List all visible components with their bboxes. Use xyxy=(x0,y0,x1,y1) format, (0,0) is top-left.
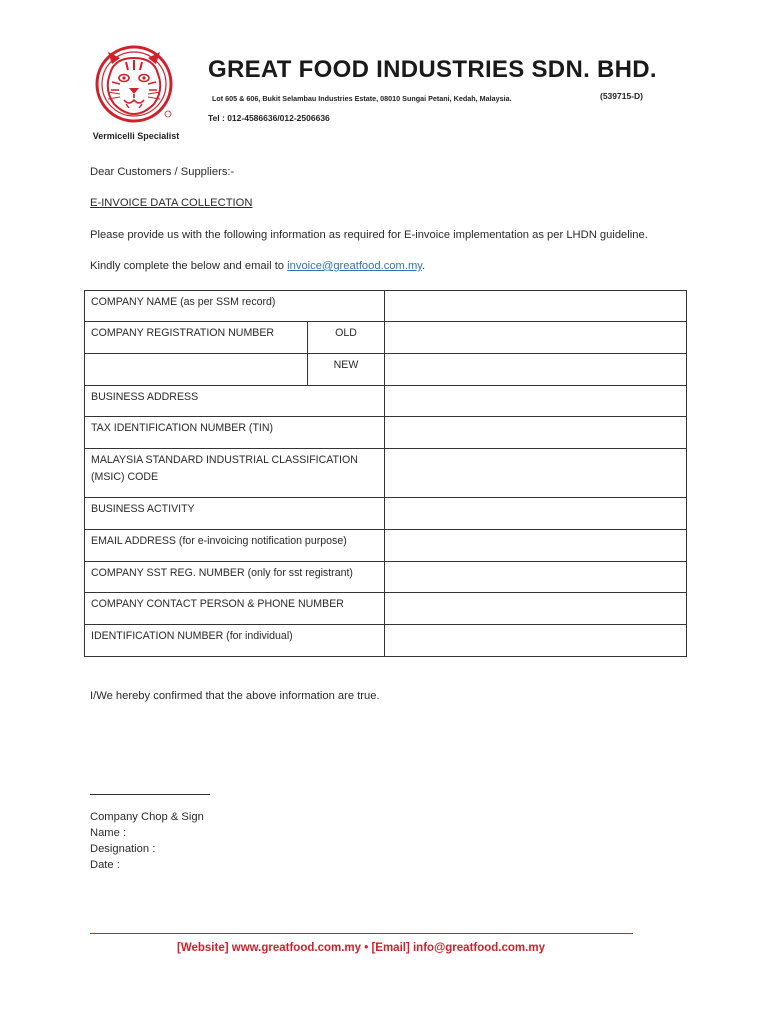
tin-input[interactable] xyxy=(385,417,687,449)
old-reg-input[interactable] xyxy=(385,322,687,354)
company-address: Lot 605 & 606, Bukit Selambau Industries Estate, 08010 Sungai Petani, Kedah, Malaysia. xyxy=(212,94,512,103)
logo-tagline: Vermicelli Specialist xyxy=(92,131,180,141)
company-name-input[interactable] xyxy=(385,291,687,322)
chop-sign-label: Company Chop & Sign xyxy=(90,811,204,823)
email-address-input[interactable] xyxy=(385,530,687,562)
new-reg-input[interactable] xyxy=(385,354,687,386)
company-reg-label: COMPANY REGISTRATION NUMBER xyxy=(85,322,308,354)
table-row xyxy=(85,291,687,322)
company-registration: (539715-D) xyxy=(600,91,643,101)
footer-contact: [Website] www.greatfood.com.my • [Email] info@greatfood.com.my xyxy=(177,942,545,954)
table-row xyxy=(85,530,687,562)
name-label: Name : xyxy=(90,827,127,839)
designation-label: Designation : xyxy=(90,843,156,855)
contact-person-label: COMPANY CONTACT PERSON & PHONE NUMBER xyxy=(85,593,385,625)
sst-label: COMPANY SST REG. NUMBER (only for sst registrant) xyxy=(85,562,385,593)
table-row xyxy=(85,593,687,625)
confirmation-statement: I/We hereby confirmed that the above information are true. xyxy=(90,690,380,702)
greeting: Dear Customers / Suppliers:- xyxy=(90,166,235,178)
msic-input[interactable] xyxy=(385,449,687,498)
id-number-label: IDENTIFICATION NUMBER (for individual) xyxy=(85,625,385,657)
e-invoice-form-table xyxy=(84,290,687,657)
business-activity-input[interactable] xyxy=(385,498,687,530)
table-row xyxy=(85,449,687,498)
email-instruction-prefix: Kindly complete the below and email to xyxy=(90,260,288,272)
table-row xyxy=(85,386,687,417)
instruction-paragraph: Please provide us with the following information as required for E-invoice implementation as per LHDN guideline. xyxy=(90,229,648,241)
table-row xyxy=(85,562,687,593)
sst-input[interactable] xyxy=(385,562,687,593)
table-row xyxy=(85,354,687,386)
signature-line xyxy=(90,794,210,795)
msic-label: MALAYSIA STANDARD INDUSTRIAL CLASSIFICATION (MSIC) CODE xyxy=(85,449,385,498)
company-reg-empty-cell xyxy=(85,354,308,386)
letter-subject: E-INVOICE DATA COLLECTION xyxy=(90,197,253,209)
company-telephone: Tel : 012-4586636/012-2506636 xyxy=(208,113,330,123)
id-number-input[interactable] xyxy=(385,625,687,657)
business-activity-label: BUSINESS ACTIVITY xyxy=(85,498,385,530)
date-label: Date : xyxy=(90,859,120,871)
table-row xyxy=(85,417,687,449)
company-name-label: COMPANY NAME (as per SSM record) xyxy=(85,291,385,322)
email-address-label: EMAIL ADDRESS (for e-invoicing notification purpose) xyxy=(85,530,385,562)
table-row xyxy=(85,625,687,657)
contact-person-input[interactable] xyxy=(385,593,687,625)
email-instruction-suffix: . xyxy=(422,260,426,272)
email-instruction xyxy=(90,260,425,272)
email-link[interactable]: invoice@greatfood.com.my xyxy=(287,260,423,272)
new-reg-label: NEW xyxy=(308,354,385,386)
company-name: GREAT FOOD INDUSTRIES SDN. BHD. xyxy=(208,56,657,83)
old-reg-label: OLD xyxy=(308,322,385,354)
business-address-input[interactable] xyxy=(385,386,687,417)
table-row xyxy=(85,322,687,354)
tin-label: TAX IDENTIFICATION NUMBER (TIN) xyxy=(85,417,385,449)
footer-divider xyxy=(90,933,633,934)
business-address-label: BUSINESS ADDRESS xyxy=(85,386,385,417)
table-row xyxy=(85,498,687,530)
